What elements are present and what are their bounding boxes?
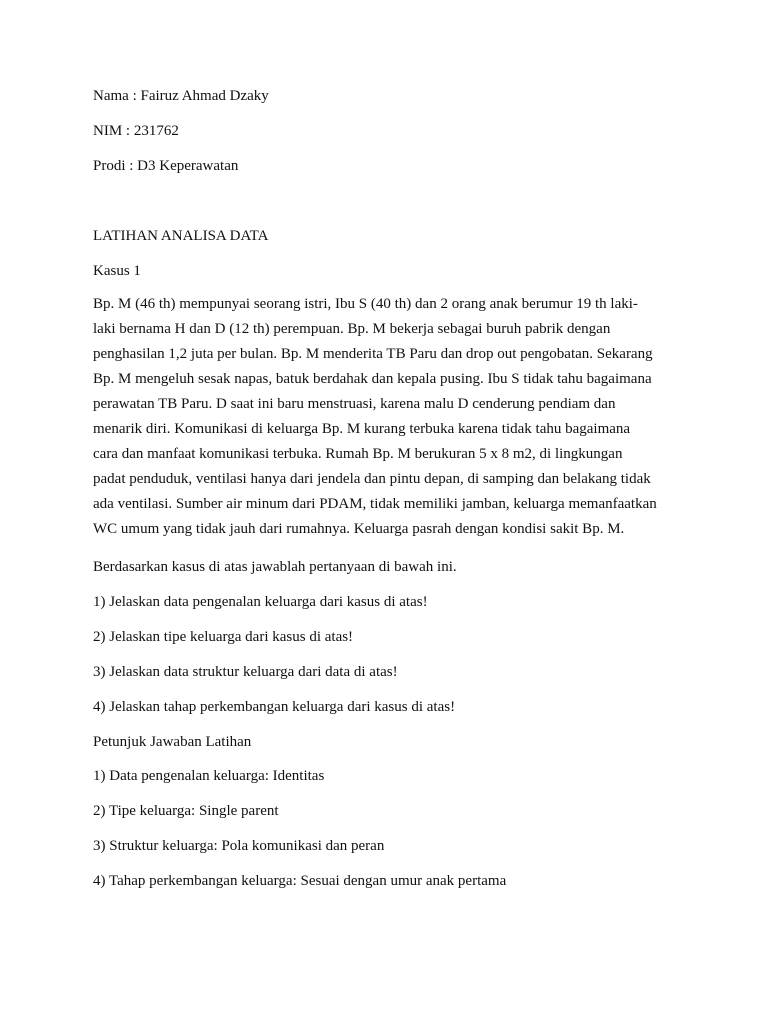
case-line: WC umum yang tidak jauh dari rumahnya. Keluarga pasrah dengan kondisi sakit Bp. M. [93,521,625,537]
case-line: laki bernama H dan D (12 th) perempuan. Bp. M bekerja sebagai buruh pabrik dengan [93,321,611,337]
case-line: Bp. M mengeluh sesak napas, batuk berdahak dan kepala pusing. Ibu S tidak tahu bagaimana [93,371,652,387]
case-label: Kasus 1 [93,263,141,279]
case-description [93,292,683,542]
answer-2: 2) Tipe keluarga: Single parent [93,803,279,819]
case-line: menarik diri. Komunikasi di keluarga Bp. M kurang terbuka karena tidak tahu bagaimana [93,421,631,437]
case-line: ada ventilasi. Sumber air minum dari PDAM, tidak memiliki jamban, keluarga memanfaatkan [93,496,657,512]
question-1: 1) Jelaskan data pengenalan keluarga dari kasus di atas! [93,594,428,610]
answer-guide-title: Petunjuk Jawaban Latihan [93,734,252,750]
question-3: 3) Jelaskan data struktur keluarga dari data di atas! [93,664,398,680]
case-line: padat penduduk, ventilasi hanya dari jendela dan pintu depan, di samping dan belakang tidak [93,471,651,487]
instruction-text: Berdasarkan kasus di atas jawablah pertanyaan di bawah ini. [93,559,457,575]
answer-4: 4) Tahap perkembangan keluarga: Sesuai dengan umur anak pertama [93,873,507,889]
student-prodi: Prodi : D3 Keperawatan [93,158,239,174]
student-nim: NIM : 231762 [93,123,179,139]
answer-3: 3) Struktur keluarga: Pola komunikasi dan peran [93,838,385,854]
student-name: Nama : Fairuz Ahmad Dzaky [93,88,269,104]
answer-1: 1) Data pengenalan keluarga: Identitas [93,768,325,784]
case-line: cara dan manfaat komunikasi terbuka. Rumah Bp. M berukuran 5 x 8 m2, di lingkungan [93,446,623,462]
case-line: Bp. M (46 th) mempunyai seorang istri, Ibu S (40 th) dan 2 orang anak berumur 19 th laki- [93,296,638,312]
question-4: 4) Jelaskan tahap perkembangan keluarga dari kasus di atas! [93,699,456,715]
document-title: LATIHAN ANALISA DATA [93,228,269,244]
question-2: 2) Jelaskan tipe keluarga dari kasus di atas! [93,629,354,645]
case-line: penghasilan 1,2 juta per bulan. Bp. M menderita TB Paru dan drop out pengobatan. Sekarang [93,346,653,362]
case-line: perawatan TB Paru. D saat ini baru menstruasi, karena malu D cenderung pendiam dan [93,396,616,412]
